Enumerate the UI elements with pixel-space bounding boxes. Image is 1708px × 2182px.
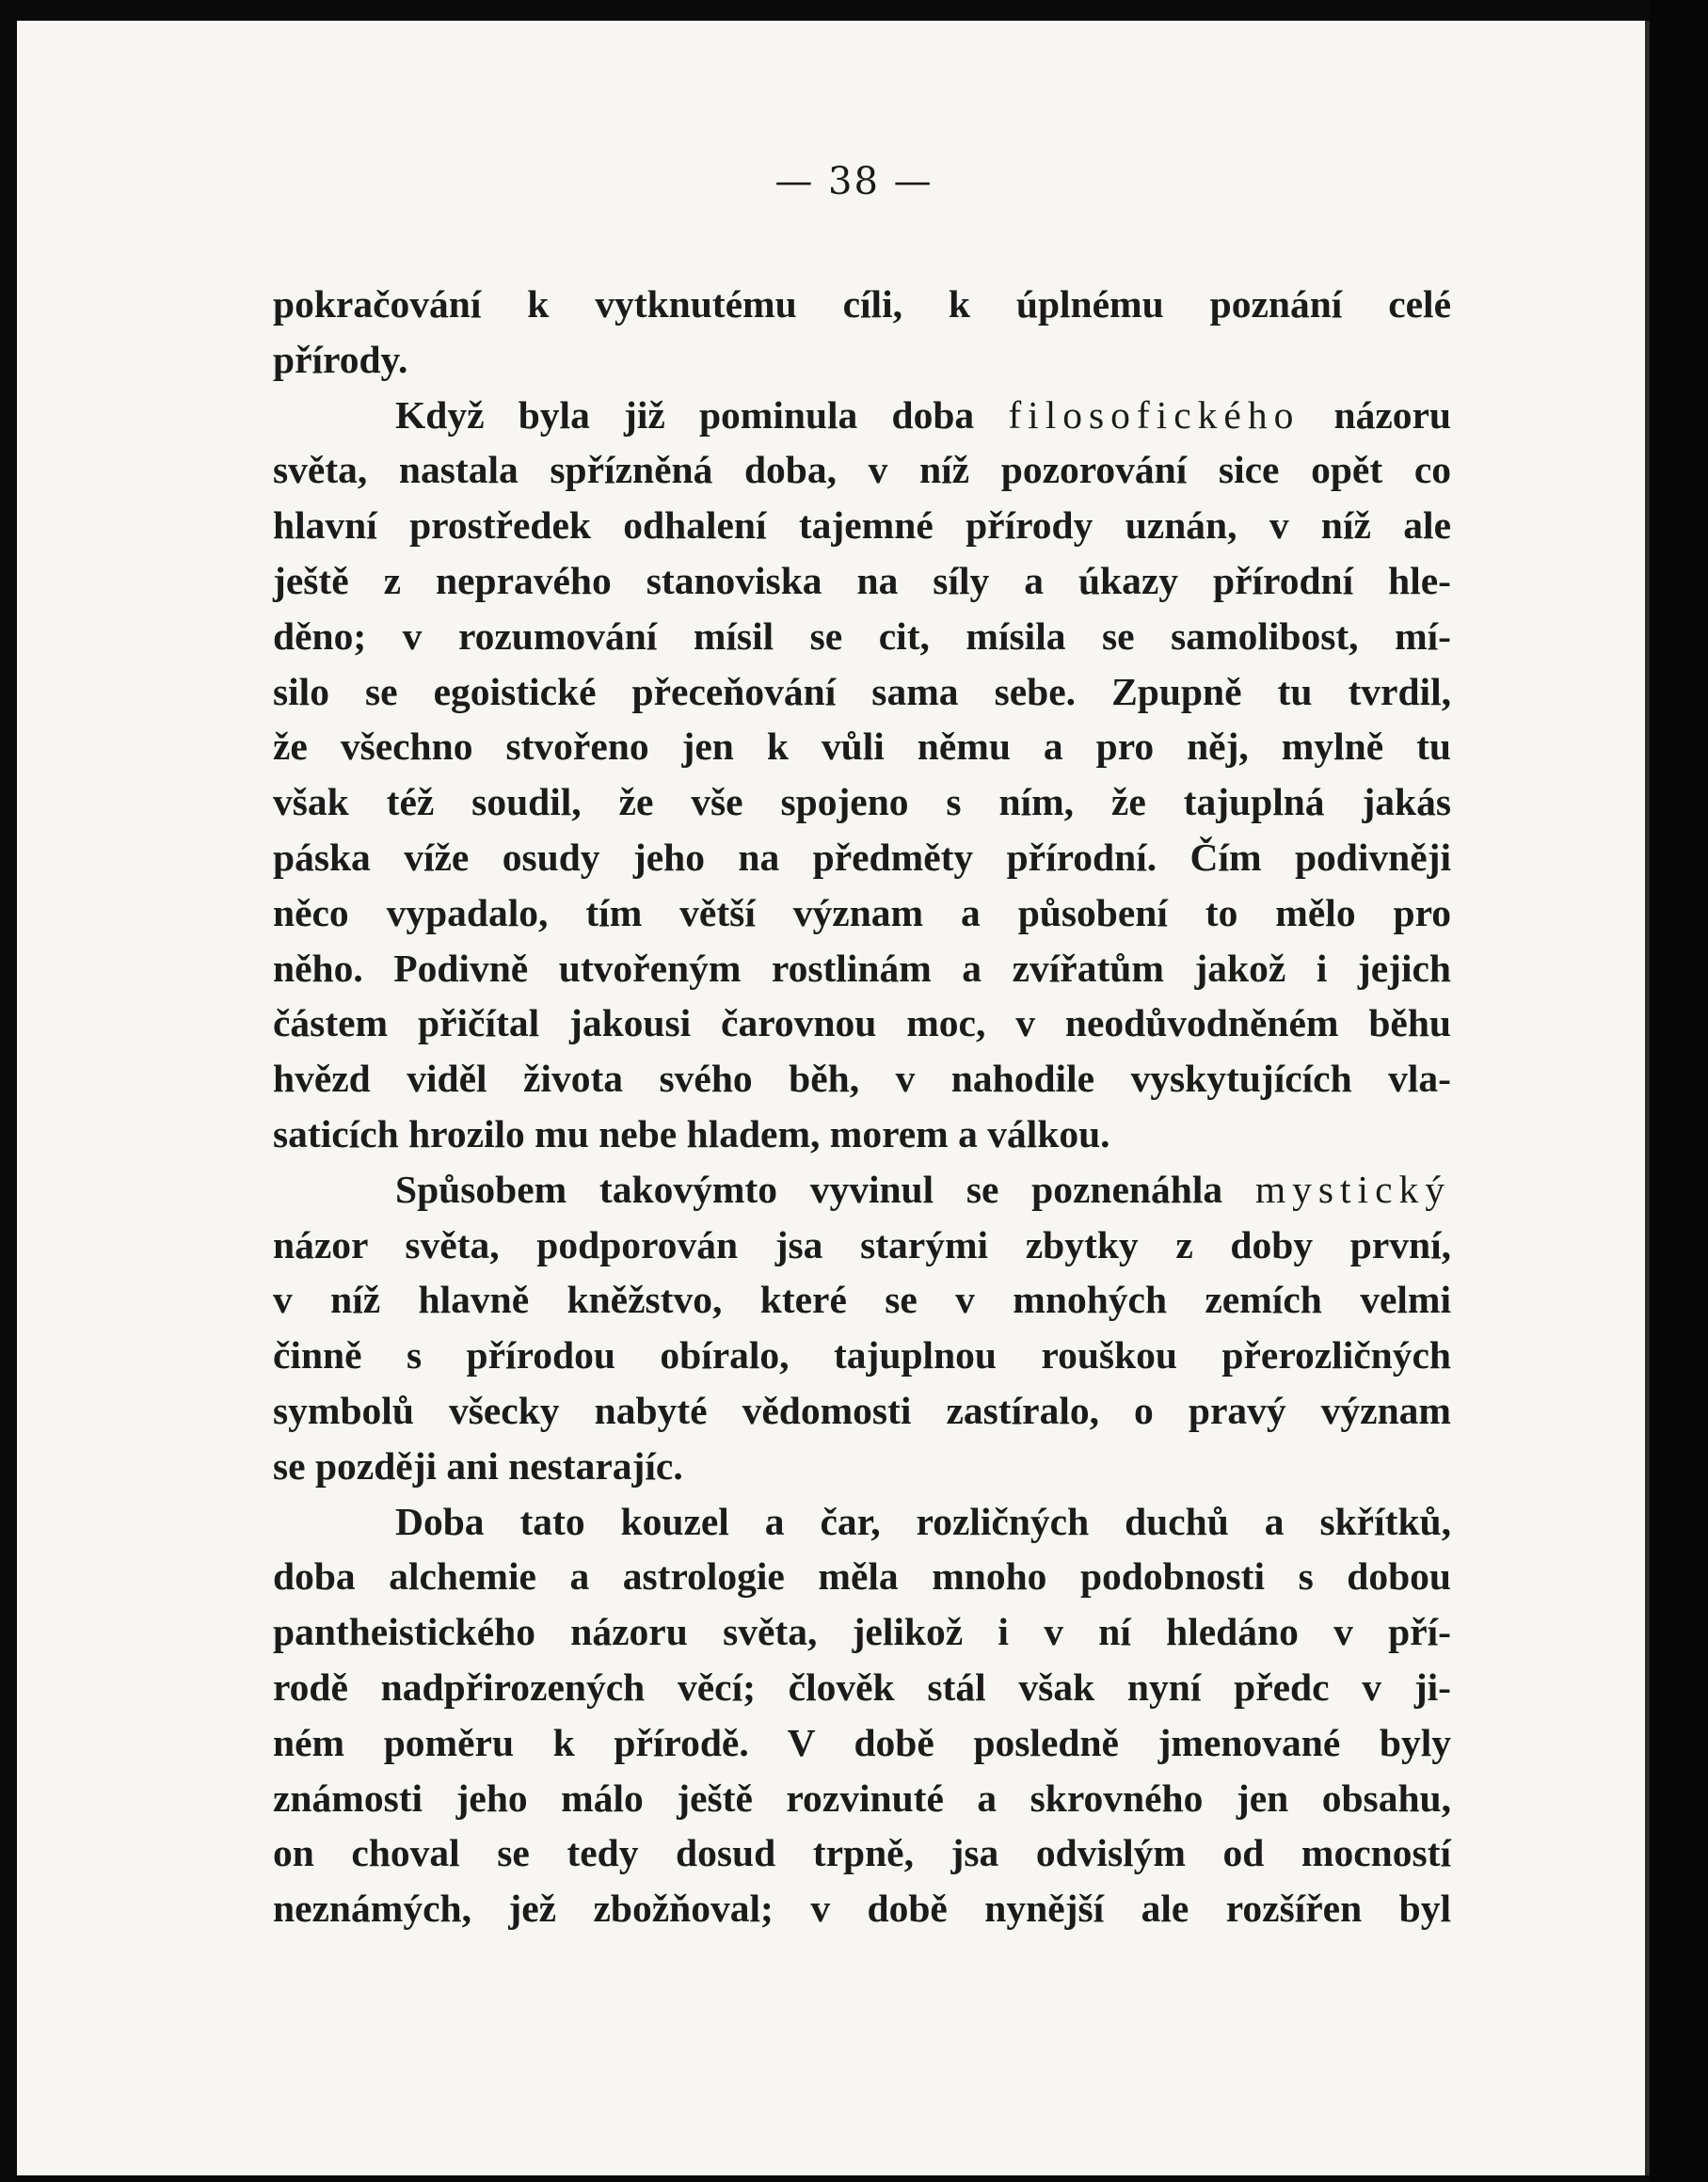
text-line: silo se egoistické přeceňování sama sebe. Zpupně tu tvrdil,: [273, 669, 1451, 713]
paragraph-2: [273, 388, 1451, 1162]
text-run: Když byla již pominula doba: [395, 392, 975, 437]
text-line: názor světa, podporován jsa starými zbytky z doby první,: [273, 1222, 1451, 1266]
text-line: částem přičítal jakousi čarovnou moc, v neodůvodněném běhu: [273, 1001, 1451, 1045]
emphasized-term: filosofického: [1008, 392, 1301, 437]
paragraph-4: [273, 1494, 1451, 1936]
text-line: saticích hrozilo mu nebe hladem, morem a válkou.: [273, 1111, 1110, 1155]
text-line: se později ani nestarajíc.: [273, 1443, 683, 1488]
text-run: názoru: [1333, 392, 1452, 437]
text-run: Spůsobem takovýmto vyvinul se poznenáhla: [395, 1167, 1223, 1211]
text-line: hvězd viděl života svého běh, v nahodile vyskytujících vla-: [273, 1057, 1451, 1101]
text-line: symbolů všecky nabyté vědomosti zastíralo, o pravý význam: [273, 1388, 1451, 1432]
text-line: pokračování k vytknutému cíli, k úplnému poznání celé: [273, 282, 1451, 326]
text-line: v níž hlavně kněžstvo, které se v mnohých zemích velmi: [273, 1278, 1451, 1322]
text-line: pantheistického názoru světa, jelikož i v ní hledáno v pří-: [273, 1610, 1451, 1654]
body-text: [273, 277, 1451, 1936]
text-line: přírody.: [273, 337, 408, 381]
text-line: Doba tato kouzel a čar, rozličných duchů a skřítků,: [395, 1499, 1451, 1543]
text-line: hlavní prostředek odhalení tajemné přírody uznán, v níž ale: [273, 503, 1451, 548]
page-number: — 38 —: [774, 160, 934, 203]
text-line: páska víže osudy jeho na předměty přírodní. Čím podivněji: [273, 835, 1451, 879]
text-line: děno; v rozumování mísil se cit, mísila se samolibost, mí-: [273, 613, 1451, 658]
text-line: známosti jeho málo ještě rozvinuté a skrovného jen obsahu,: [273, 1776, 1451, 1820]
text-line: ještě z nepravého stanoviska na síly a úkazy přírodní hle-: [273, 558, 1451, 602]
text-line: rodě nadpřirozených věcí; člověk stál však nyní předc v ji-: [273, 1664, 1451, 1709]
text-line: však též soudil, že vše spojeno s ním, že tajuplná jakás: [273, 780, 1451, 824]
paragraph-1: [273, 277, 1451, 388]
text-line: něho. Podivně utvořeným rostlinám a zvířatům jakož i jejich: [273, 946, 1451, 990]
text-line: doba alchemie a astrologie měla mnoho podobnosti s dobou: [273, 1554, 1451, 1599]
text-line: on choval se tedy dosud trpně, jsa odvislým od mocností: [273, 1831, 1451, 1875]
text-line: činně s přírodou obíralo, tajuplnou rouškou přerozličných: [273, 1333, 1451, 1378]
text-line: [273, 1162, 1451, 1218]
text-line: [273, 388, 1451, 443]
text-line: ném poměru k přírodě. V době posledně jmenované byly: [273, 1720, 1451, 1764]
text-line: světa, nastala spřízněná doba, v níž pozorování sice opět co: [273, 448, 1451, 492]
text-line: že všechno stvořeno jen k vůli němu a pro něj, mylně tu: [273, 725, 1451, 769]
text-line: neznámých, jež zbožňoval; v době nynější ale rozšířen byl: [273, 1887, 1451, 1931]
book-spine: [1650, 0, 1708, 2182]
paragraph-3: [273, 1162, 1451, 1494]
text-line: něco vypadalo, tím větší význam a působení to mělo pro: [273, 890, 1451, 934]
emphasized-term: mystický: [1254, 1167, 1451, 1211]
